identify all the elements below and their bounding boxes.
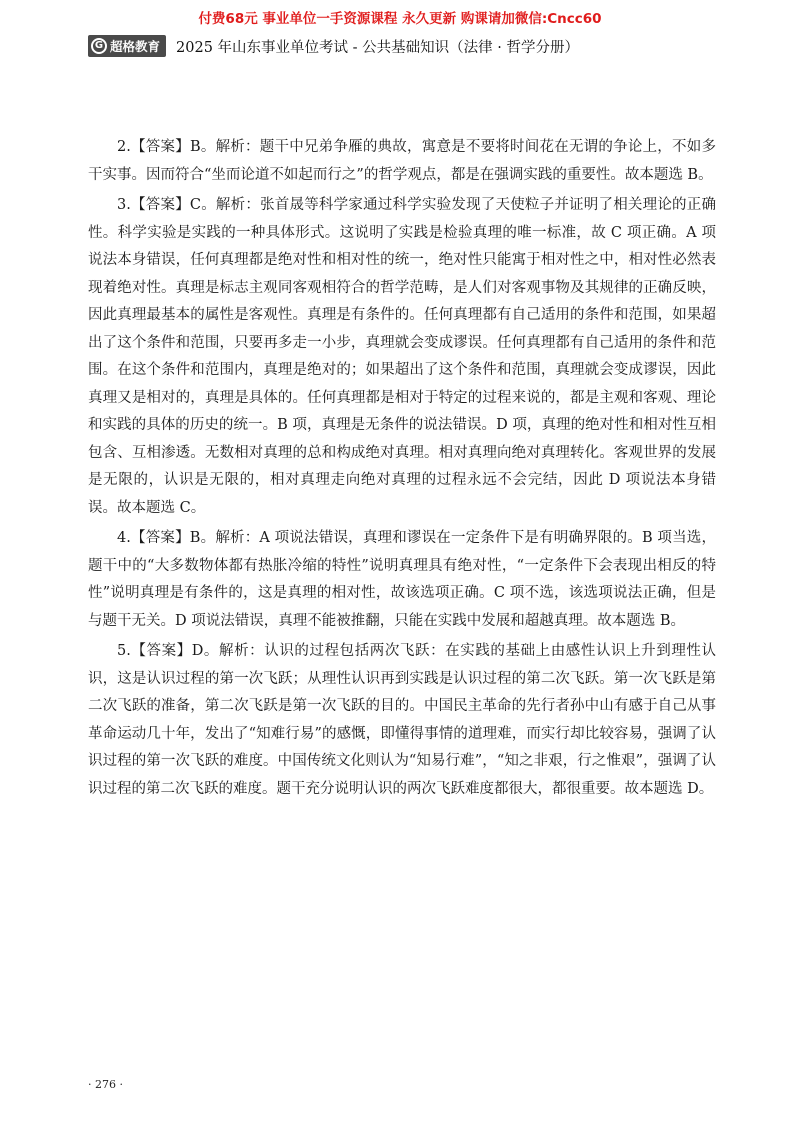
header-title: 2025 年山东事业单位考试 - 公共基础知识（法律 · 哲学分册）	[176, 39, 579, 56]
publisher-logo	[88, 35, 166, 57]
answer-paragraph-5: 5.【答案】D。解析：认识的过程包括两次飞跃：在实践的基础上由感性认识上升到理性认识，这是认识过程的第一次飞跃；从理性认识再到实践是认识过程的第二次飞跃。第一次飞跃是第二次飞跃的准备，第二次飞跃是第一次飞跃的目的。中国民主革命的先行者孙中山有感于自己从事革命运动几十年，发出了“知难行易”的感慨，即懂得事情的道理难，而实行却比较容易，强调了认识过程的第一次飞跃的难度。中国传统文化则认为“知易行难”，“知之非艰，行之惟艰”，强调了认识过程的第二次飞跃的难度。题干充分说明认识的两次飞跃难度都很大，都很重要。故本题选 D。	[88, 643, 716, 797]
answer-paragraph-4: 4.【答案】B。解析：A 项说法错误，真理和谬误在一定条件下是有明确界限的。B 项当选，题干中的“大多数物体都有热胀冷缩的特性”说明真理具有绝对性，“一定条件下会表现出相反的特性”说明真理是有条件的，这是真理的相对性，故该选项正确。C 项不选，该选项说法正确，但是与题干无关。D 项说法错误，真理不能被推翻，只能在实践中发展和超越真理。故本题选 B。	[88, 530, 716, 629]
logo-icon: G	[91, 38, 107, 54]
logo-text: 超格教育	[110, 39, 161, 54]
answer-paragraph-3: 3.【答案】C。解析：张首晟等科学家通过科学实验发现了天使粒子并证明了相关理论的正确性。科学实验是实践的一种具体形式。这说明了实践是检验真理的唯一标准，故 C 项正确。A 项说法本身错误，任何真理都是绝对性和相对性的统一，绝对性只能寓于相对性之中，相对性必然表现着绝对性。真理是标志主观同客观相符合的哲学范畴，是人们对客观事物及其规律的正确反映，因此真理最基本的属性是客观性。真理是有条件的。任何真理都有自己适用的条件和范围，如果超出了这个条件和范围，只要再多走一小步，真理就会变成谬误。任何真理都有自己适用的条件和范围。在这个条件和范围内，真理是绝对的；如果超出了这个条件和范围，真理就会变成谬误，因此真理又是相对的，真理是具体的。任何真理都是相对于特定的过程来说的，都是主观和客观、理论和实践的具体的历史的统一。B 项，真理是无条件的说法错误。D 项，真理的绝对性和相对性互相包含、互相渗透。无数相对真理的总和构成绝对真理。相对真理向绝对真理转化。客观世界的发展是无限的，认识是无限的，相对真理走向绝对真理的过程永远不会完结，因此 D 项说法本身错误。故本题选 C。	[88, 197, 716, 516]
answer-explanations	[88, 134, 716, 806]
ad-banner: 付费68元 事业单位一手资源课程 永久更新 购课请加微信:Cncc60	[198, 11, 602, 27]
answer-paragraph-2: 2.【答案】B。解析：题干中兄弟争雁的典故，寓意是不要将时间花在无谓的争论上，不如多干实事。因而符合“坐而论道不如起而行之”的哲学观点，都是在强调实践的重要性。故本题选 B。	[88, 139, 716, 183]
page-header	[88, 34, 760, 58]
page-number: · 276 ·	[88, 1078, 123, 1091]
